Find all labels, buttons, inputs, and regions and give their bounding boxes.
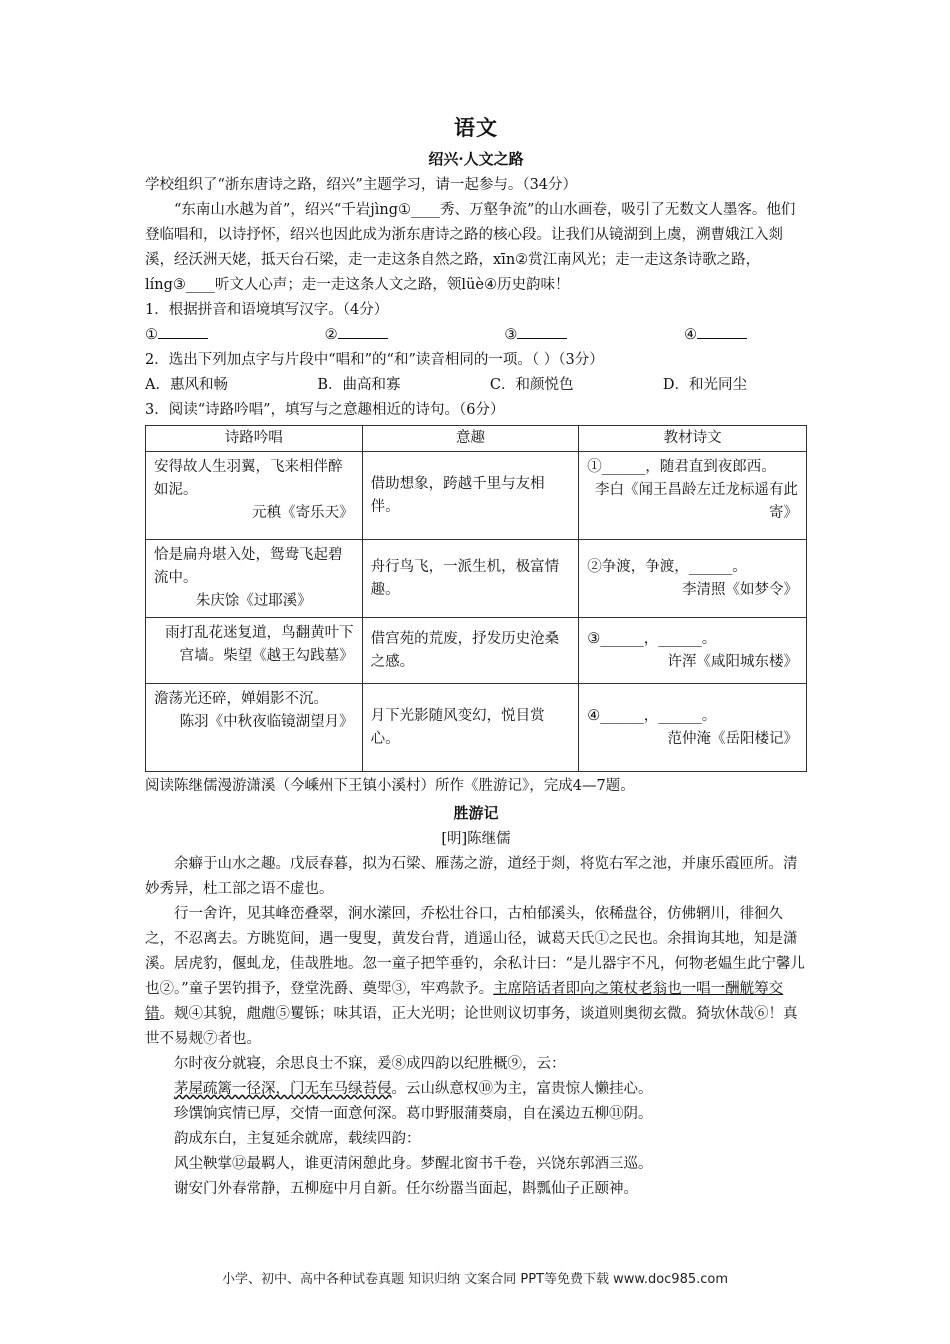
q2-option-b[interactable]: B．曲高和寡 [317,377,401,393]
essay-author: [明]陈继儒 [441,831,511,847]
verse-line-1: 茅屋疏篱一径深，门无车马绿苔侵。云山纵意权⑩为主，富贵惊人懒挂心。 [174,1081,653,1097]
essay-paragraph-1: 余癖于山水之趣。戊辰春暮，拟为石梁、雁荡之游，道经于剡，将览右军之池，并康乐霞匝所。清妙秀异，杜工部之语不虚也。 [145,856,798,897]
q1-blank-3[interactable]: ③ [504,323,567,348]
q1-blank-2[interactable]: ② [325,323,388,348]
poem-cell: 雨打乱花迷复道，鸟翻黄叶下宫墙。柴望《越王勾践墓》 [146,618,363,684]
exam-page [145,112,807,1202]
table-row [146,618,807,684]
verse-line-2: 珍馔饷宾情已厚，交情一面意何深。葛巾野服蒲葵扇，自在溪边五柳⑪阴。 [174,1106,653,1122]
poem-cell: 恰是扁舟堪入处，鸳鸯飞起碧流中。 朱庆馀《过耶溪》 [146,540,363,618]
q1-blank-4[interactable]: ④ [684,323,747,348]
section-subtitle: 绍兴·人文之路 [428,150,524,168]
page-title: 语文 [454,115,498,140]
essay-paragraph-4: 韵成东白，主复延余就席，载续四韵： [174,1131,421,1147]
question-1: 1．根据拼音和语境填写汉字。（4分） [145,302,389,318]
question-3: 3．阅读“诗路吟唱”，填写与之意趣相近的诗句。（6分） [145,402,505,418]
intro-text: 学校组织了“浙东唐诗之路，绍兴”主题学习，请一起参与。（34分） [145,177,578,193]
q2-option-c[interactable]: C．和颜悦色 [489,377,574,393]
textbook-cell[interactable]: ④______，______。 范仲淹《岳阳楼记》 [579,684,807,772]
meaning-cell: 借宫苑的荒废，抒发历史沧桑之感。 [362,618,579,684]
table-row [146,540,807,618]
textbook-cell[interactable]: ②争渡，争渡，______。 李清照《如梦令》 [579,540,807,618]
poem-table [145,425,807,772]
question-2: 2．选出下列加点字与片段中“唱和”的“和”读音相同的一项。（ ）（3分） [145,352,604,368]
table-header: 意趣 [362,426,579,452]
passage-text: “东南山水越为首”，绍兴“千岩jìng①____秀、万壑争流”的山水画卷，吸引了无数文人墨客。他们登临唱和，以诗抒怀，绍兴也因此成为浙东唐诗之路的核心段。让我们从镜湖到上虞，溯曹娥江入剡溪，经沃洲天姥，抵天台石梁，走一走这条自然之路，xīn②赏江南风光；走一走这条诗歌之路，líng③____听文人心声；走一走这条人文之路，领lüè④历史韵味！ [145,202,796,293]
q1-blanks [145,323,807,348]
table-row [146,684,807,772]
poem-cell: 安得故人生羽翼，飞来相伴醉如泥。 元稹《寄乐天》 [146,452,363,540]
footer-text: 小学、初中、高中各种试卷真题 知识归纳 文案合同 PPT等免费下载 www.doc985.com [221,1272,729,1287]
table-row [146,452,807,540]
essay-title: 胜游记 [453,804,499,822]
underlined-sentence: 主席陪话者即向之策杖老翁也一唱一酬觥筹交错 [145,981,784,1022]
q2-option-a[interactable]: A．惠风和畅 [145,377,228,393]
meaning-cell: 借助想象，跨越千里与友相伴。 [362,452,579,540]
verse-line-4: 谢安门外春常静，五柳庭中月自新。任尔纷嚣当面起，斟瓢仙子正颐神。 [174,1181,638,1197]
poem-cell: 澹荡光还碎，婵娟影不沉。 陈羽《中秋夜临镜湖望月》 [146,684,363,772]
q2-option-d[interactable]: D．和光同尘 [662,377,747,393]
meaning-cell: 月下光影随风变幻，悦目赏心。 [362,684,579,772]
table-header: 教材诗文 [579,426,807,452]
wavy-underlined-verse: 茅屋疏篱一径深，门无车马绿苔侵 [174,1081,392,1097]
textbook-cell[interactable]: ①______，随君直到夜郎西。 李白《闻王昌龄左迁龙标遥有此寄》 [579,452,807,540]
table-header-row [146,426,807,452]
reading-intro: 阅读陈继儒漫游潇溪（今嵊州下王镇小溪村）所作《胜游记》，完成4—7题。 [145,778,635,794]
verse-line-3: 风尘鞅掌⑫最羁人，谁更清闲憩此身。梦醒北窗书千卷，兴饶东郭酒三巡。 [174,1156,653,1172]
essay-paragraph-2: 行一舍许，见其峰峦叠翠，涧水潆回，乔松壮谷口，古柏郁溪头，依稀盘谷，仿佛辋川，徘徊久之，不忍离去。方眺览间，遇一叟叟，黄发台背，逍遥山径，诚葛天氏①之民也。余揖询其地，知是潇溪。居虎豹，偃虬龙，佳哉胜地。忽一童子把竿垂钓，余私计曰：“是儿器宇不凡，何物老媪生此宁馨儿也②。”童子罢钓揖予，登堂洗爵、奠斝③，牢鸡款予。主席陪话者即向之策杖老翁也一唱一酬觥筹交错。觌④其貌，甝甝⑤矍铄；味其语，正大光明；论世则议切事务，谈道则奥彻玄微。猗欤休哉⑥！真世不易觌⑦者也。 [145,906,805,1047]
meaning-cell: 舟行鸟飞，一派生机，极富情趣。 [362,540,579,618]
textbook-cell[interactable]: ③______，______。 许浑《咸阳城东楼》 [579,618,807,684]
q1-blank-1[interactable]: ① [145,323,208,348]
essay-paragraph-3: 尔时夜分就寝，余思良士不寐，爰⑧成四韵以纪胜概⑨，云： [174,1056,566,1072]
table-header: 诗路吟唱 [146,426,363,452]
q2-options [145,373,807,398]
